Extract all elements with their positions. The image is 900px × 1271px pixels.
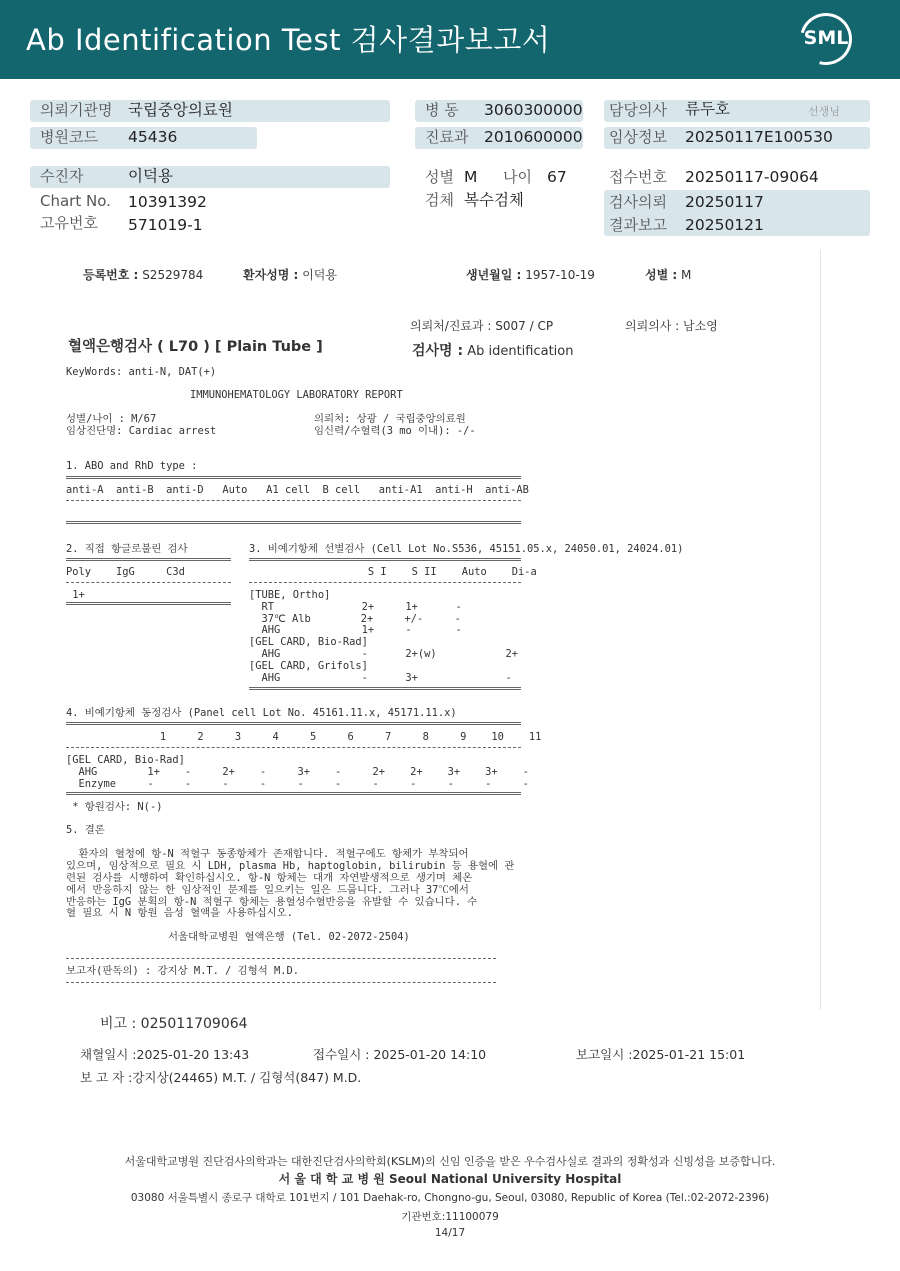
abo-rule-top <box>66 476 521 479</box>
name-label: 환자성명 : <box>243 268 299 282</box>
request-value: 20250117 <box>685 193 764 211</box>
abo-rule-bottom <box>66 521 521 524</box>
chart-value: 10391392 <box>128 193 207 211</box>
screen-row: RT 2+ 1+ - <box>249 601 462 613</box>
uid-value: 571019-1 <box>128 216 203 234</box>
dob-label: 생년월일 : <box>466 268 522 282</box>
collect-label: 채혈일시 : <box>80 1047 137 1062</box>
screen-rule-top <box>249 558 521 561</box>
ward-label: 병 동 <box>425 101 459 119</box>
collect-value: 2025-01-20 13:43 <box>136 1047 250 1062</box>
dat-title: 2. 직접 항글로불린 검사 <box>66 543 188 555</box>
report-title: Ab Identification Test 검사결과보고서 <box>26 23 551 57</box>
request-label: 검사의뢰 <box>609 193 667 211</box>
lab-contact: 서울대학교병원 혈액은행 (Tel. 02-2072-2504) <box>168 931 410 943</box>
screen-rule-mid <box>249 582 521 583</box>
sml-logo <box>800 13 852 65</box>
report-referrer-line: 의뢰처: 상광 / 국립중앙의료원 <box>314 413 466 425</box>
receive-label: 접수일시 : <box>313 1047 370 1062</box>
page-edge <box>820 250 821 1010</box>
bottom-reporter-value: 강지상(24465) M.T. / 김형석(847) M.D. <box>132 1070 362 1085</box>
patient-value: 이덕용 <box>128 167 173 185</box>
dat-header: Poly IgG C3d <box>66 566 185 578</box>
page-number: 14/17 <box>434 1227 466 1239</box>
test-title: 혈액은행검사 ( L70 ) [ Plain Tube ] <box>68 339 323 355</box>
panel-title: 4. 비예기항체 동정검사 (Panel cell Lot No. 45161.11.x, 45171.11.x) <box>66 707 457 719</box>
chart-label: Chart No. <box>40 192 111 210</box>
abo-title: 1. ABO and RhD type : <box>66 460 198 472</box>
age-label: 나이 <box>503 168 532 186</box>
ward-value: 3060300000 <box>484 101 583 119</box>
patient-label: 수진자 <box>40 167 84 185</box>
specimen-value: 복수검체 <box>464 191 524 209</box>
screen-row: AHG - 3+ - <box>249 672 512 684</box>
referring-doctor: 의뢰의사 : 남소영 <box>625 319 718 333</box>
remark-label: 비고 : <box>100 1016 137 1032</box>
doctor-label: 담당의사 <box>609 101 667 119</box>
report-header <box>0 0 900 79</box>
screen-header: S I S II Auto Di-a <box>249 566 537 578</box>
institution-label: 의뢰기관명 <box>40 101 113 119</box>
diagnosis-line: 임상진단명: Cardiac arrest <box>66 425 217 437</box>
dat-rule-bottom <box>66 602 231 605</box>
panel-rule-bottom <box>66 792 521 795</box>
hospital-code-value: 45436 <box>128 128 178 146</box>
receipt-value: 20250117-09064 <box>685 168 819 186</box>
panel-header: 1 2 3 4 5 6 7 8 9 10 11 <box>66 731 542 743</box>
screen-row: [TUBE, Ortho] <box>249 589 331 601</box>
dat-rule-top <box>66 558 231 561</box>
doc-sex-label: 성별 : <box>645 268 678 282</box>
panel-row: AHG 1+ - 2+ - 3+ - 2+ 2+ 3+ 3+ - <box>66 766 529 778</box>
org-number: 기관번호:11100079 <box>401 1211 499 1223</box>
clinical-value: 20250117E100530 <box>685 128 833 146</box>
sex-age-line: 성별/나이 : M/67 <box>66 413 157 425</box>
report-reporter: 보고자(판독의) : 강지상 M.T. / 김형석 M.D. <box>66 965 300 977</box>
report-date-label: 결과보고 <box>609 216 667 234</box>
panel-row: Enzyme - - - - - - - - - - - <box>66 778 529 790</box>
bottom-reporter-label: 보 고 자 : <box>80 1070 133 1085</box>
referrer: 의뢰처/진료과 : S007 / CP <box>410 319 554 333</box>
antigen-test: * 항원검사: N(-) <box>66 801 163 813</box>
reg-value: S2529784 <box>142 268 204 282</box>
uid-label: 고유번호 <box>40 214 98 232</box>
panel-row: [GEL CARD, Bio-Rad] <box>66 754 185 766</box>
patient-pill <box>30 166 390 188</box>
dept-label: 진료과 <box>425 128 469 146</box>
abo-rule-mid <box>66 500 521 501</box>
screen-rule-bottom <box>249 687 521 690</box>
report-time-label: 보고일시 : <box>576 1047 633 1062</box>
screen-row: 37℃ Alb 2+ +/- - <box>249 613 461 625</box>
conclusion-line: 혈 필요 시 N 항원 음성 혈액을 사용하십시오. <box>66 907 293 919</box>
age-value: 67 <box>547 168 567 186</box>
receive-value: 2025-01-20 14:10 <box>373 1047 487 1062</box>
hospital-address: 03080 서울특별시 종로구 대학로 101번지 / 101 Daehak-ro, Chongno-gu, Seoul, 03080, Republic of Korea (Tel.:02-2072-2396) <box>130 1192 770 1204</box>
clinical-label: 임상정보 <box>609 128 667 146</box>
test-name-value: Ab identification <box>467 344 574 359</box>
sex-value: M <box>464 168 478 186</box>
dat-values: 1+ <box>66 589 85 601</box>
reporter-rule-bottom <box>66 982 496 983</box>
conclusion-line: 환자의 혈청에 항-N 적혈구 동종항체가 존재합니다. 적혈구에도 항체가 부착되어 <box>66 848 469 860</box>
screen-row: AHG 1+ - - <box>249 624 462 636</box>
doctor-value: 류두호 <box>685 100 730 118</box>
screen-row: [GEL CARD, Bio-Rad] <box>249 636 368 648</box>
conclusion-line: 에서 반응하지 않는 한 임상적인 문제를 일으키는 일은 드뭅니다. 그러나 37℃에서 <box>66 884 469 896</box>
report-time-value: 2025-01-21 15:01 <box>632 1047 746 1062</box>
conclusion-line: 있으며, 임상적으로 필요 시 LDH, plasma Hb, haptoglobin, bilirubin 등 용혈에 관 <box>66 860 515 872</box>
lab-report-title: IMMUNOHEMATOLOGY LABORATORY REPORT <box>190 389 403 401</box>
conclusion-title: 5. 결론 <box>66 824 105 836</box>
institution-value: 국립중앙의료원 <box>128 101 233 119</box>
specimen-label: 검체 <box>425 191 454 209</box>
panel-rule-mid <box>66 747 521 748</box>
report-date-value: 20250121 <box>685 216 764 234</box>
remark-value: 025011709064 <box>140 1016 248 1032</box>
doc-sex-value: M <box>681 268 692 282</box>
dept-value: 2010600000 <box>484 128 583 146</box>
doctor-suffix: 선생님 <box>808 105 840 118</box>
dat-rule-mid <box>66 582 231 583</box>
panel-rule-top <box>66 722 521 725</box>
dob-value: 1957-10-19 <box>525 268 595 282</box>
keywords: KeyWords: anti-N, DAT(+) <box>66 366 217 378</box>
receipt-label: 접수번호 <box>609 168 667 186</box>
name-value: 이덕용 <box>302 268 337 282</box>
conclusion-line: 반응하는 IgG 분획의 항-N 적혈구 항체는 용혈성수혈반응을 유발할 수 있습니다. 수 <box>66 896 478 908</box>
hospital-name: 서 울 대 학 교 병 원 Seoul National University Hospital <box>278 1172 622 1186</box>
conclusion-line: 련된 검사를 시행하여 확인하십시오. 항-N 항체는 대개 자연발생적으로 생기며 체온 <box>66 872 473 884</box>
screen-title: 3. 비예기항체 선별검사 (Cell Lot No.S536, 45151.05.x, 24050.01, 24024.01) <box>249 543 684 555</box>
logo-text: SML <box>803 27 849 49</box>
pregnancy-line: 임신력/수혈력(3 mo 이내): -/- <box>314 425 476 437</box>
abo-header: anti-A anti-B anti-D Auto A1 cell B cell anti-A1 anti-H anti-AB <box>66 484 529 496</box>
sex-label: 성별 <box>425 168 454 186</box>
reg-label: 등록번호 : <box>83 268 139 282</box>
reporter-rule-top <box>66 958 496 959</box>
hospital-code-label: 병원코드 <box>40 128 98 146</box>
cert-statement: 서울대학교병원 진단검사의학과는 대한진단검사의학회(KSLM)의 신임 인증을 받은 우수검사실로 결과의 정확성과 신빙성을 보증합니다. <box>124 1155 776 1168</box>
test-name-label: 검사명 : <box>412 343 464 359</box>
screen-row: AHG - 2+(w) 2+ <box>249 648 518 660</box>
screen-row: [GEL CARD, Grifols] <box>249 660 368 672</box>
